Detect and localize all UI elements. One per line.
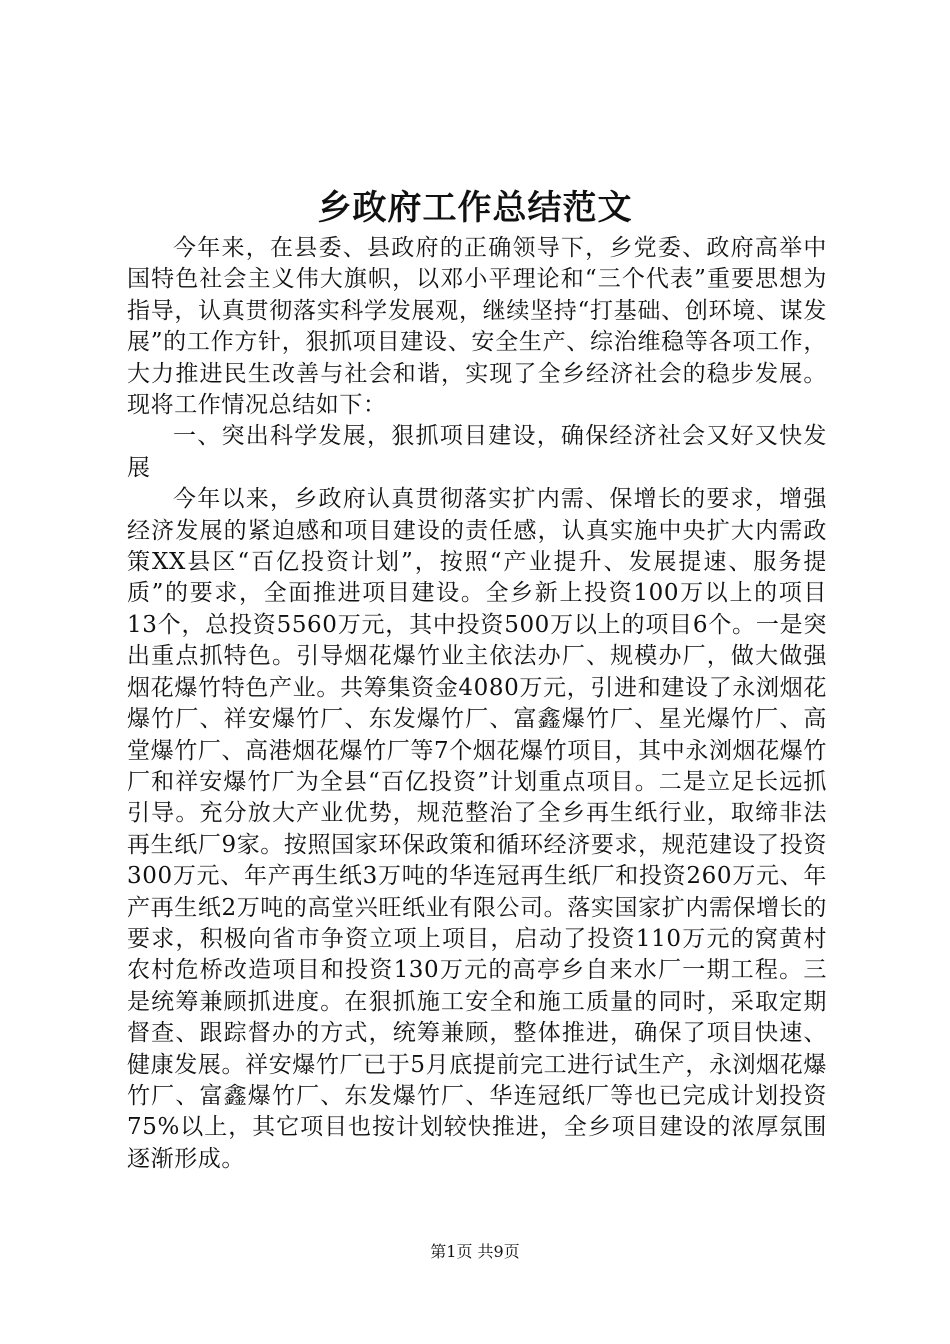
page-footer: 第1页 共9页 — [430, 1242, 520, 1261]
paragraph-section-heading: 一、突出科学发展，狠抓项目建设，确保经济社会又好又快发展 — [127, 423, 827, 481]
document-title: 乡政府工作总结范文 — [317, 188, 633, 228]
paragraph-project-construction: 今年以来，乡政府认真贯彻落实扩内需、保增长的要求，增强经济发展的紧迫感和项目建设的责任感，认真实施中央扩大内需政策XX县区“百亿投资计划”，按照“产业提升、发展提速、服务提质”的要求，全面推进项目建设。全乡新上投资100万以上的项目13个，总投资5560万元，其中投资500万以上的项目6个。一是突出重点抓特色。引导烟花爆竹业主依法办厂、规模办厂，做大做强烟花爆竹特色产业。共筹集资金4080万元，引进和建设了永浏烟花爆竹厂、祥安爆竹厂、东发爆竹厂、富鑫爆竹厂、星光爆竹厂、高堂爆竹厂、高港烟花爆竹厂等7个烟花爆竹项目，其中永浏烟花爆竹厂和祥安爆竹厂为全县“百亿投资”计划重点项目。二是立足长远抓引导。充分放大产业优势，规范整治了全乡再生纸行业，取缔非法再生纸厂9家。按照国家环保政策和循环经济要求，规范建设了投资300万元、年产再生纸3万吨的华连冠再生纸厂和投资260万元、年产再生纸2万吨的高堂兴旺纸业有限公司。落实国家扩内需保增长的要求，积极向省市争资立项上项目，启动了投资110万元的窝黄村农村危桥改造项目和投资130万元的高亭乡自来水厂一期工程。三是统筹兼顾抓进度。在狠抓施工安全和施工质量的同时，采取定期督查、跟踪督办的方式，统筹兼顾，整体推进，确保了项目快速、健康发展。祥安爆竹厂已于5月底提前完工进行试生产，永浏烟花爆竹厂、富鑫爆竹厂、东发爆竹厂、华连冠纸厂等也已完成计划投资75%以上，其它项目也按计划较快推进，全乡项目建设的浓厚氛围逐渐形成。 — [127, 486, 827, 1172]
document-body — [127, 233, 827, 1175]
paragraph-intro: 今年来，在县委、县政府的正确领导下，乡党委、政府高举中国特色社会主义伟大旗帜，以邓小平理论和“三个代表”重要思想为指导，认真贯彻落实科学发展观，继续坚持“打基础、创环境、谋发展”的工作方针，狠抓项目建设、安全生产、综治维稳等各项工作，大力推进民生改善与社会和谐，实现了全乡经济社会的稳步发展。现将工作情况总结如下： — [127, 235, 827, 419]
